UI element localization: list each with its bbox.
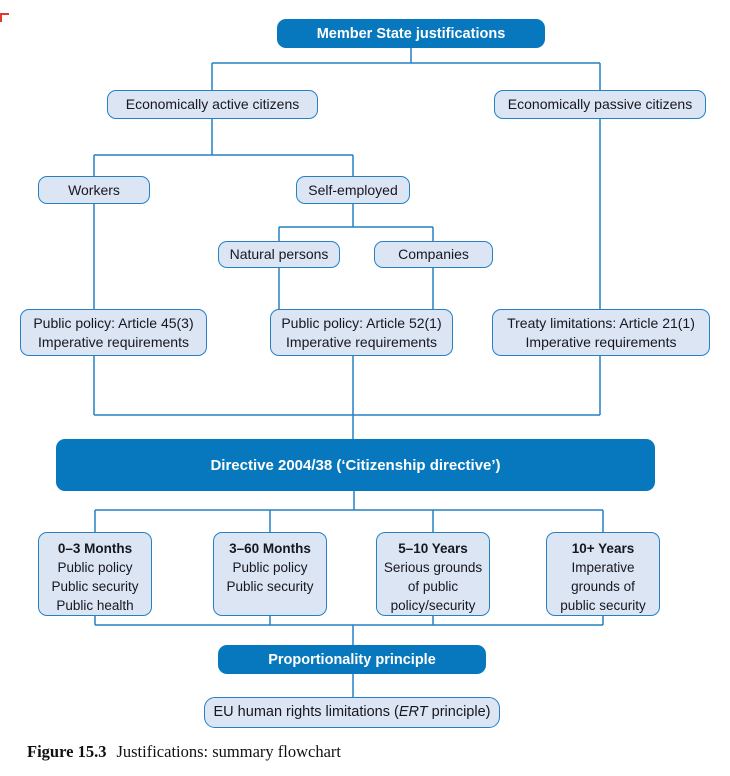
node-citizenship-directive	[56, 439, 655, 491]
period-line: public security	[560, 598, 646, 613]
node-label: Workers	[68, 181, 120, 198]
ert-prefix: EU human rights limitations (	[213, 704, 399, 721]
period-title: 0–3 Months	[57, 541, 133, 556]
node-economically-passive-citizens	[494, 90, 706, 119]
node-self-employed-justification	[270, 309, 453, 356]
period-title: 5–10 Years	[398, 541, 468, 556]
node-label: Natural persons	[229, 246, 329, 263]
node-companies	[374, 241, 493, 268]
period-line: policy/security	[390, 598, 476, 613]
period-line: Public health	[56, 598, 134, 613]
ert-italic: ERT	[398, 704, 428, 721]
figure-number: Figure 15.3	[27, 742, 107, 761]
node-proportionality-principle	[218, 645, 486, 674]
node-workers	[38, 176, 150, 204]
node-natural-persons	[218, 241, 340, 268]
period-line: Public security	[51, 579, 139, 594]
node-line: Imperative requirements	[38, 333, 189, 350]
node-label: Economically active citizens	[125, 96, 300, 113]
node-line: Public policy: Article 45(3)	[33, 314, 194, 331]
node-line: Treaty limitations: Article 21(1)	[507, 314, 695, 331]
node-economically-active-citizens	[107, 90, 318, 119]
period-line: Public policy	[57, 560, 133, 575]
node-member-state-justifications	[277, 19, 545, 48]
node-self-employed	[296, 176, 410, 204]
node-label	[214, 704, 491, 721]
node-passive-justification	[492, 309, 710, 356]
node-label: Member State justifications	[316, 25, 506, 42]
node-line: Public policy: Article 52(1)	[281, 314, 442, 331]
node-label: Proportionality principle	[268, 651, 436, 668]
period-title: 10+ Years	[571, 541, 635, 556]
node-label: Economically passive citizens	[507, 96, 693, 113]
node-workers-justification	[20, 309, 207, 356]
node-label: Companies	[398, 246, 469, 263]
node-period-10-plus-years	[546, 532, 660, 616]
figure-caption	[27, 742, 341, 762]
node-line: Imperative requirements	[525, 333, 677, 350]
node-ert-principle	[204, 697, 500, 728]
figure-title: Justifications: summary flowchart	[116, 742, 341, 761]
node-line: Imperative requirements	[286, 333, 437, 350]
node-period-5-10-years	[376, 532, 490, 616]
ert-suffix: principle)	[427, 704, 491, 721]
period-title: 3–60 Months	[229, 541, 311, 556]
period-line: of public	[407, 579, 459, 594]
node-period-3-60-months	[213, 532, 327, 616]
period-line: grounds of	[571, 579, 635, 594]
period-line: Public policy	[232, 560, 308, 575]
period-line: Serious grounds	[383, 560, 483, 575]
period-line: Public security	[226, 579, 314, 594]
node-label: Directive 2004/38 (‘Citizenship directive’)	[210, 456, 501, 474]
node-label: Self-employed	[308, 181, 398, 198]
node-period-0-3-months	[38, 532, 152, 616]
period-line: Imperative	[571, 560, 635, 575]
